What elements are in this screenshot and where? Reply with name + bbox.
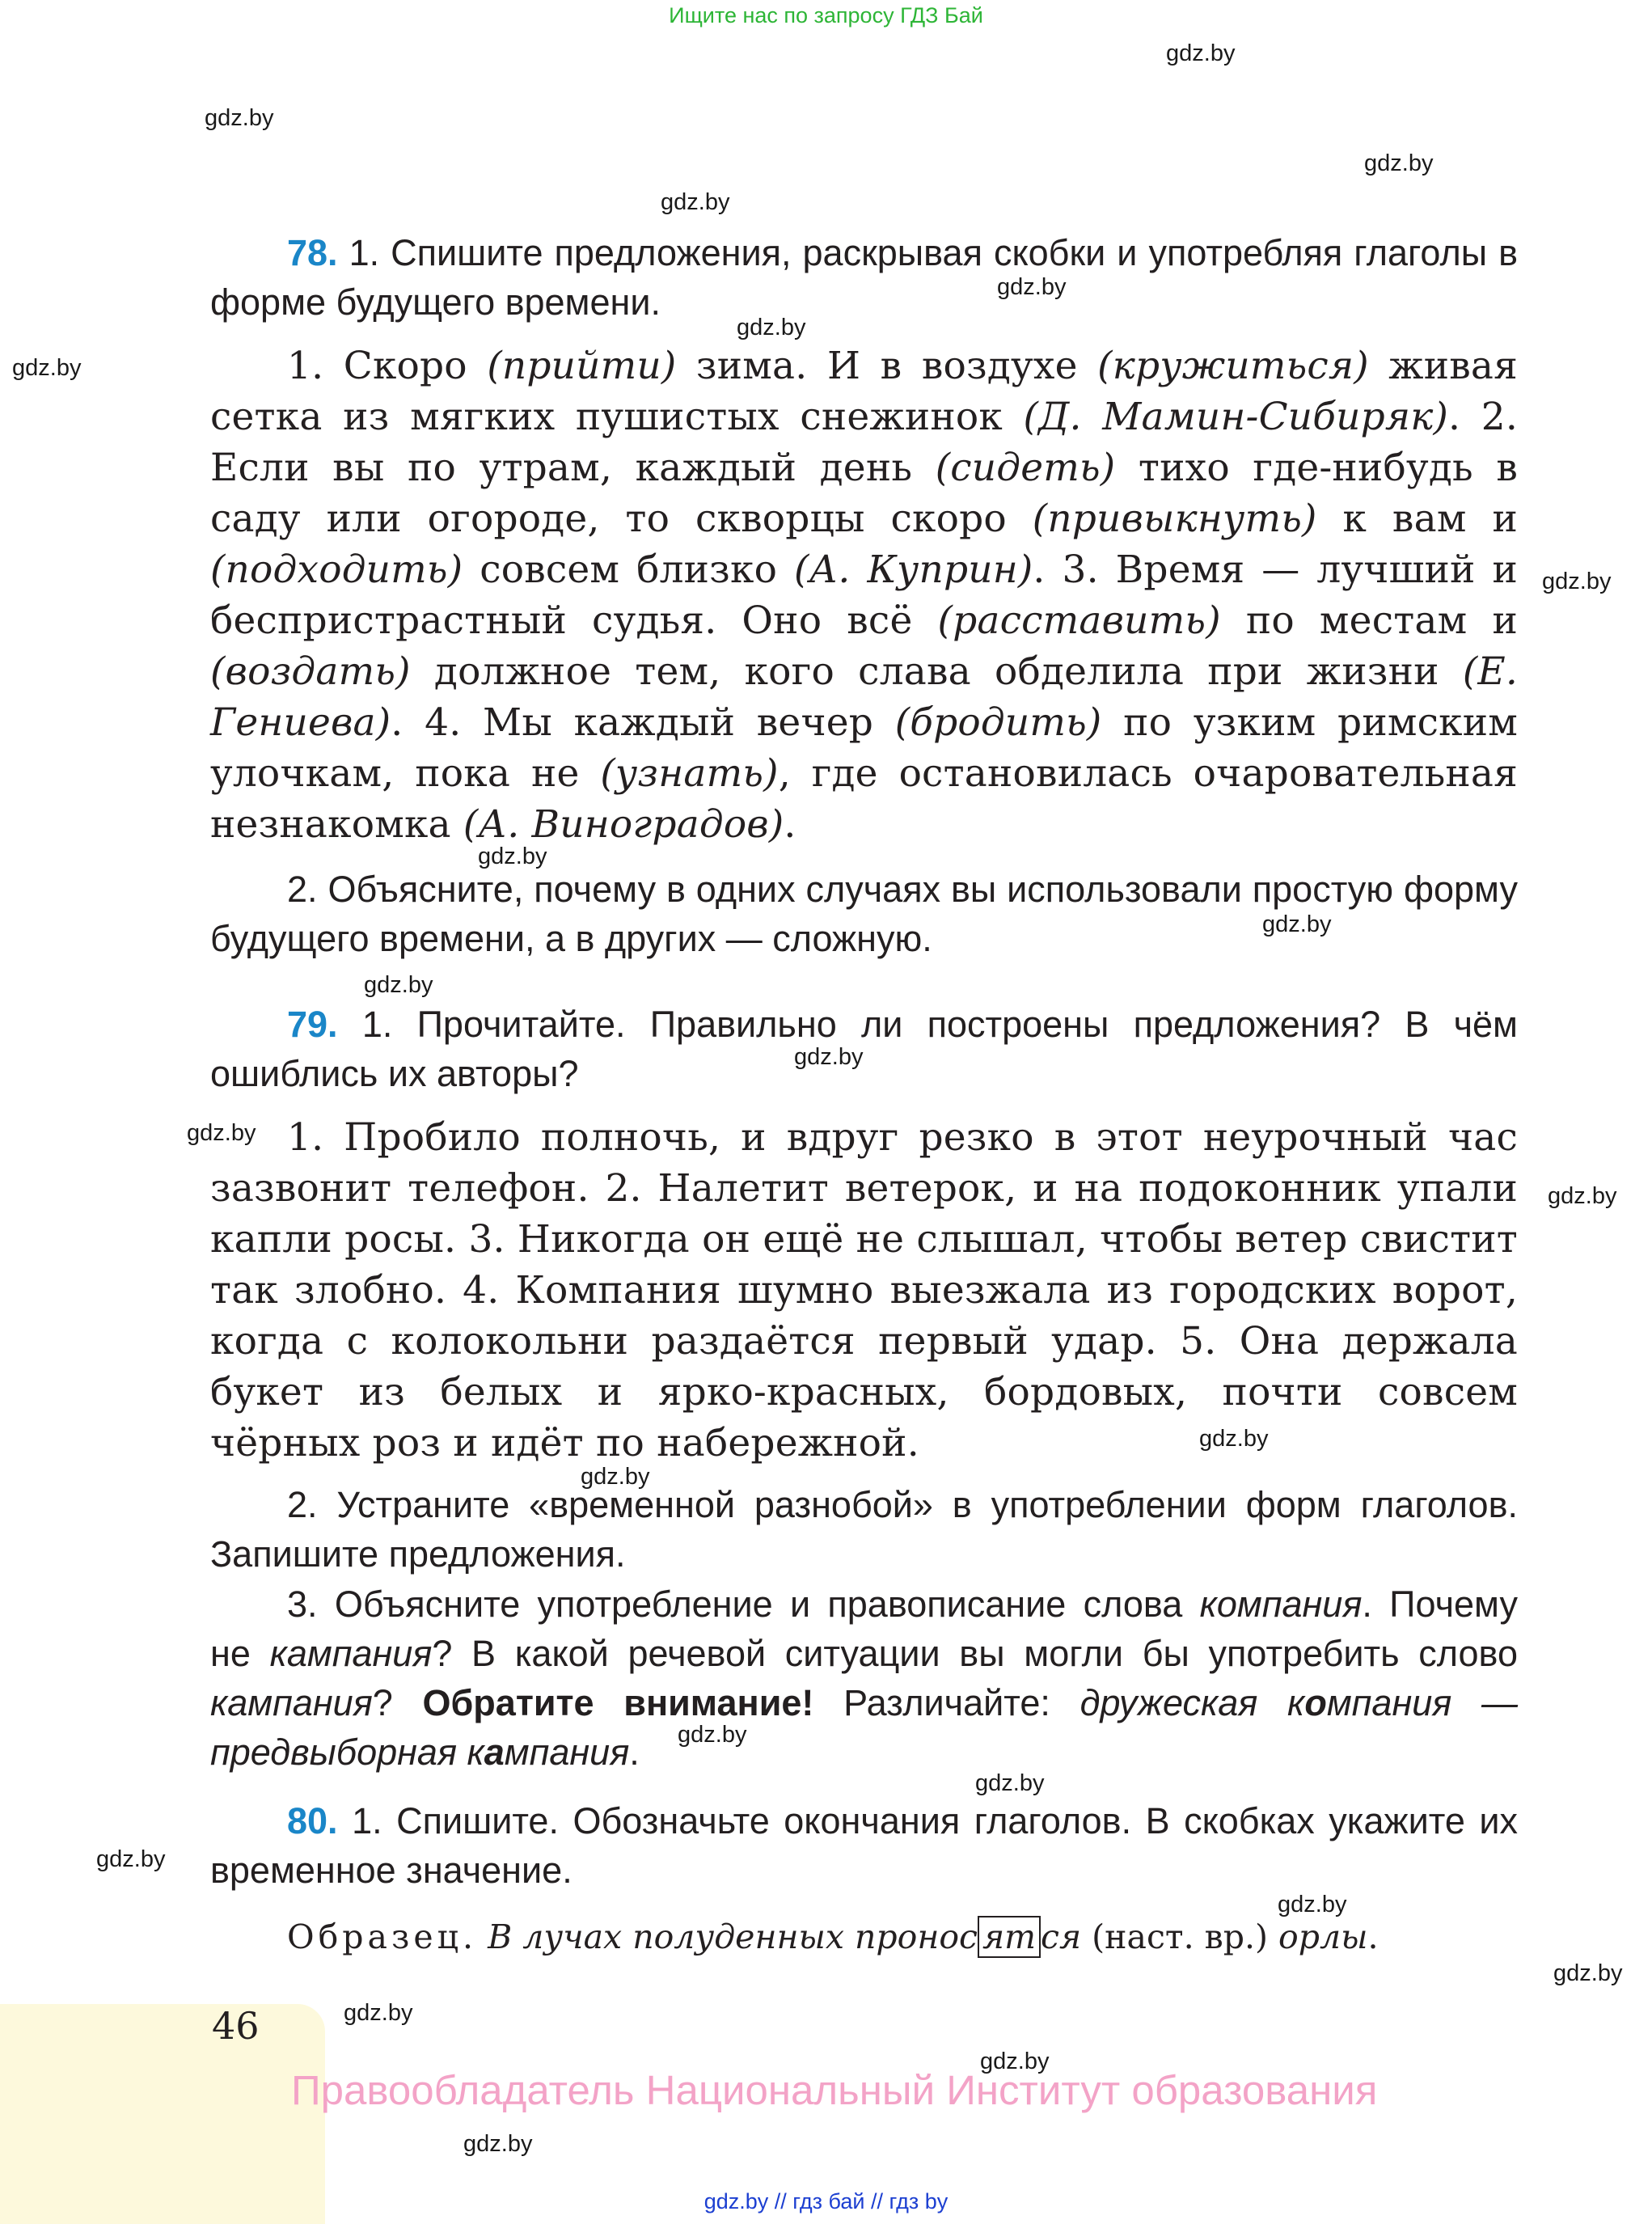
watermark: gdz.by: [678, 1722, 747, 1748]
ex80-task1: 80. 1. Спишите. Обозначьте окончания глаголов. В скобках укажите их временное значение.: [210, 1800, 1518, 1891]
ex79-text: 1. Пробило полночь, и вдруг резко в этот неурочный час зазвонит телефон. 2. Налетит ветерок, и на подоконник упали капли росы. 3. Никогда он ещё не слышал, чтобы ветер свистит так злобно. 4. Компания шумно выезжала из городских ворот, когда с колокольни раздаётся первый удар. 5. Она держала букет из белых и ярко-красных, бордовых, почти совсем чёрных роз и идёт по набережной.: [210, 1115, 1518, 1465]
watermark: gdz.by: [1278, 1892, 1347, 1917]
ex80-sample: Образец. В лучах полуденных пронос ят ся (наст. вр.) орлы.: [287, 1917, 1379, 1956]
ex80-number: 80.: [287, 1800, 338, 1841]
copyright-holder-text: Правообладатель Национальный Институт образования: [291, 2067, 1378, 2113]
ex78-number: 78.: [287, 232, 338, 273]
watermark: gdz.by: [737, 315, 806, 340]
watermark: gdz.by: [1166, 40, 1236, 66]
watermark: gdz.by: [1199, 1426, 1269, 1452]
watermark: gdz.by: [1553, 1960, 1623, 1986]
ex78-task1: 78. 1. Спишите предложения, раскрывая скобки и употребляя глаголы в форме будущего времени.: [210, 232, 1518, 323]
ex79-number: 79.: [287, 1004, 338, 1045]
watermark: gdz.by: [364, 972, 433, 998]
watermark: gdz.by: [187, 1120, 256, 1146]
ex78-text: 1. Скоро (прийти) зима. И в воздухе (кружиться) живая сетка из мягких пушистых снежинок (Д. Мамин-Сибиряк). 2. Если вы по утрам, каждый день (сидеть) тихо где-нибудь в саду или огороде, то скворцы скоро (привыкнуть) к вам и (подходить) совсем близко (А. Куприн). 3. Время — лучший и беспристрастный судья. Оно всё (расставить) по местам и (воздать) должное тем, кого слава обделила при жизни (Е. Гениева). 4. Мы каждый вечер (бродить) по узким римским улочкам, пока не (узнать), где остановилась очаровательная незнакомка (А. Виноградов).: [210, 344, 1519, 847]
watermark: gdz.by: [581, 1464, 650, 1490]
ex79-task1: 79. 1. Прочитайте. Правильно ли построены предложения? В чём ошиблись их авторы?: [210, 1004, 1518, 1094]
watermark: gdz.by: [1542, 569, 1612, 594]
footer-links[interactable]: gdz.by // гдз бай // гдз by: [703, 2189, 949, 2213]
page-number: 46: [212, 2004, 260, 2048]
ex79-task2: 2. Устраните «временной разнобой» в употреблении форм глаголов. Запишите предложения.: [210, 1484, 1518, 1575]
watermark: gdz.by: [205, 105, 274, 131]
watermark: gdz.by: [478, 844, 547, 869]
ex78-task2: 2. Объясните, почему в одних случаях вы использовали простую форму будущего времени, а в других — сложную.: [210, 869, 1518, 959]
watermark: gdz.by: [1364, 150, 1434, 176]
ex79-task3: 3. Объясните употребление и правописание слова компания. Почему не кампания? В какой речевой ситуации вы могли бы употребить слово кампания? Обратите внимание! Различайте: дружеская компания — предвыборная кампания.: [210, 1583, 1518, 1773]
watermark: gdz.by: [1548, 1183, 1617, 1209]
watermark: gdz.by: [661, 189, 730, 215]
watermark: gdz.by: [975, 1770, 1045, 1796]
watermark: gdz.by: [794, 1044, 864, 1070]
watermark: gdz.by: [1262, 911, 1332, 937]
ending-box: ят: [978, 1916, 1041, 1958]
watermark: gdz.by: [997, 274, 1067, 300]
top-banner[interactable]: Ищите нас по запросу ГДЗ Бай: [669, 3, 983, 27]
watermark: gdz.by: [344, 2000, 413, 2026]
watermark: gdz.by: [96, 1846, 166, 1872]
watermark: gdz.by: [463, 2131, 533, 2157]
watermark: gdz.by: [980, 2049, 1050, 2074]
watermark: gdz.by: [12, 355, 82, 381]
